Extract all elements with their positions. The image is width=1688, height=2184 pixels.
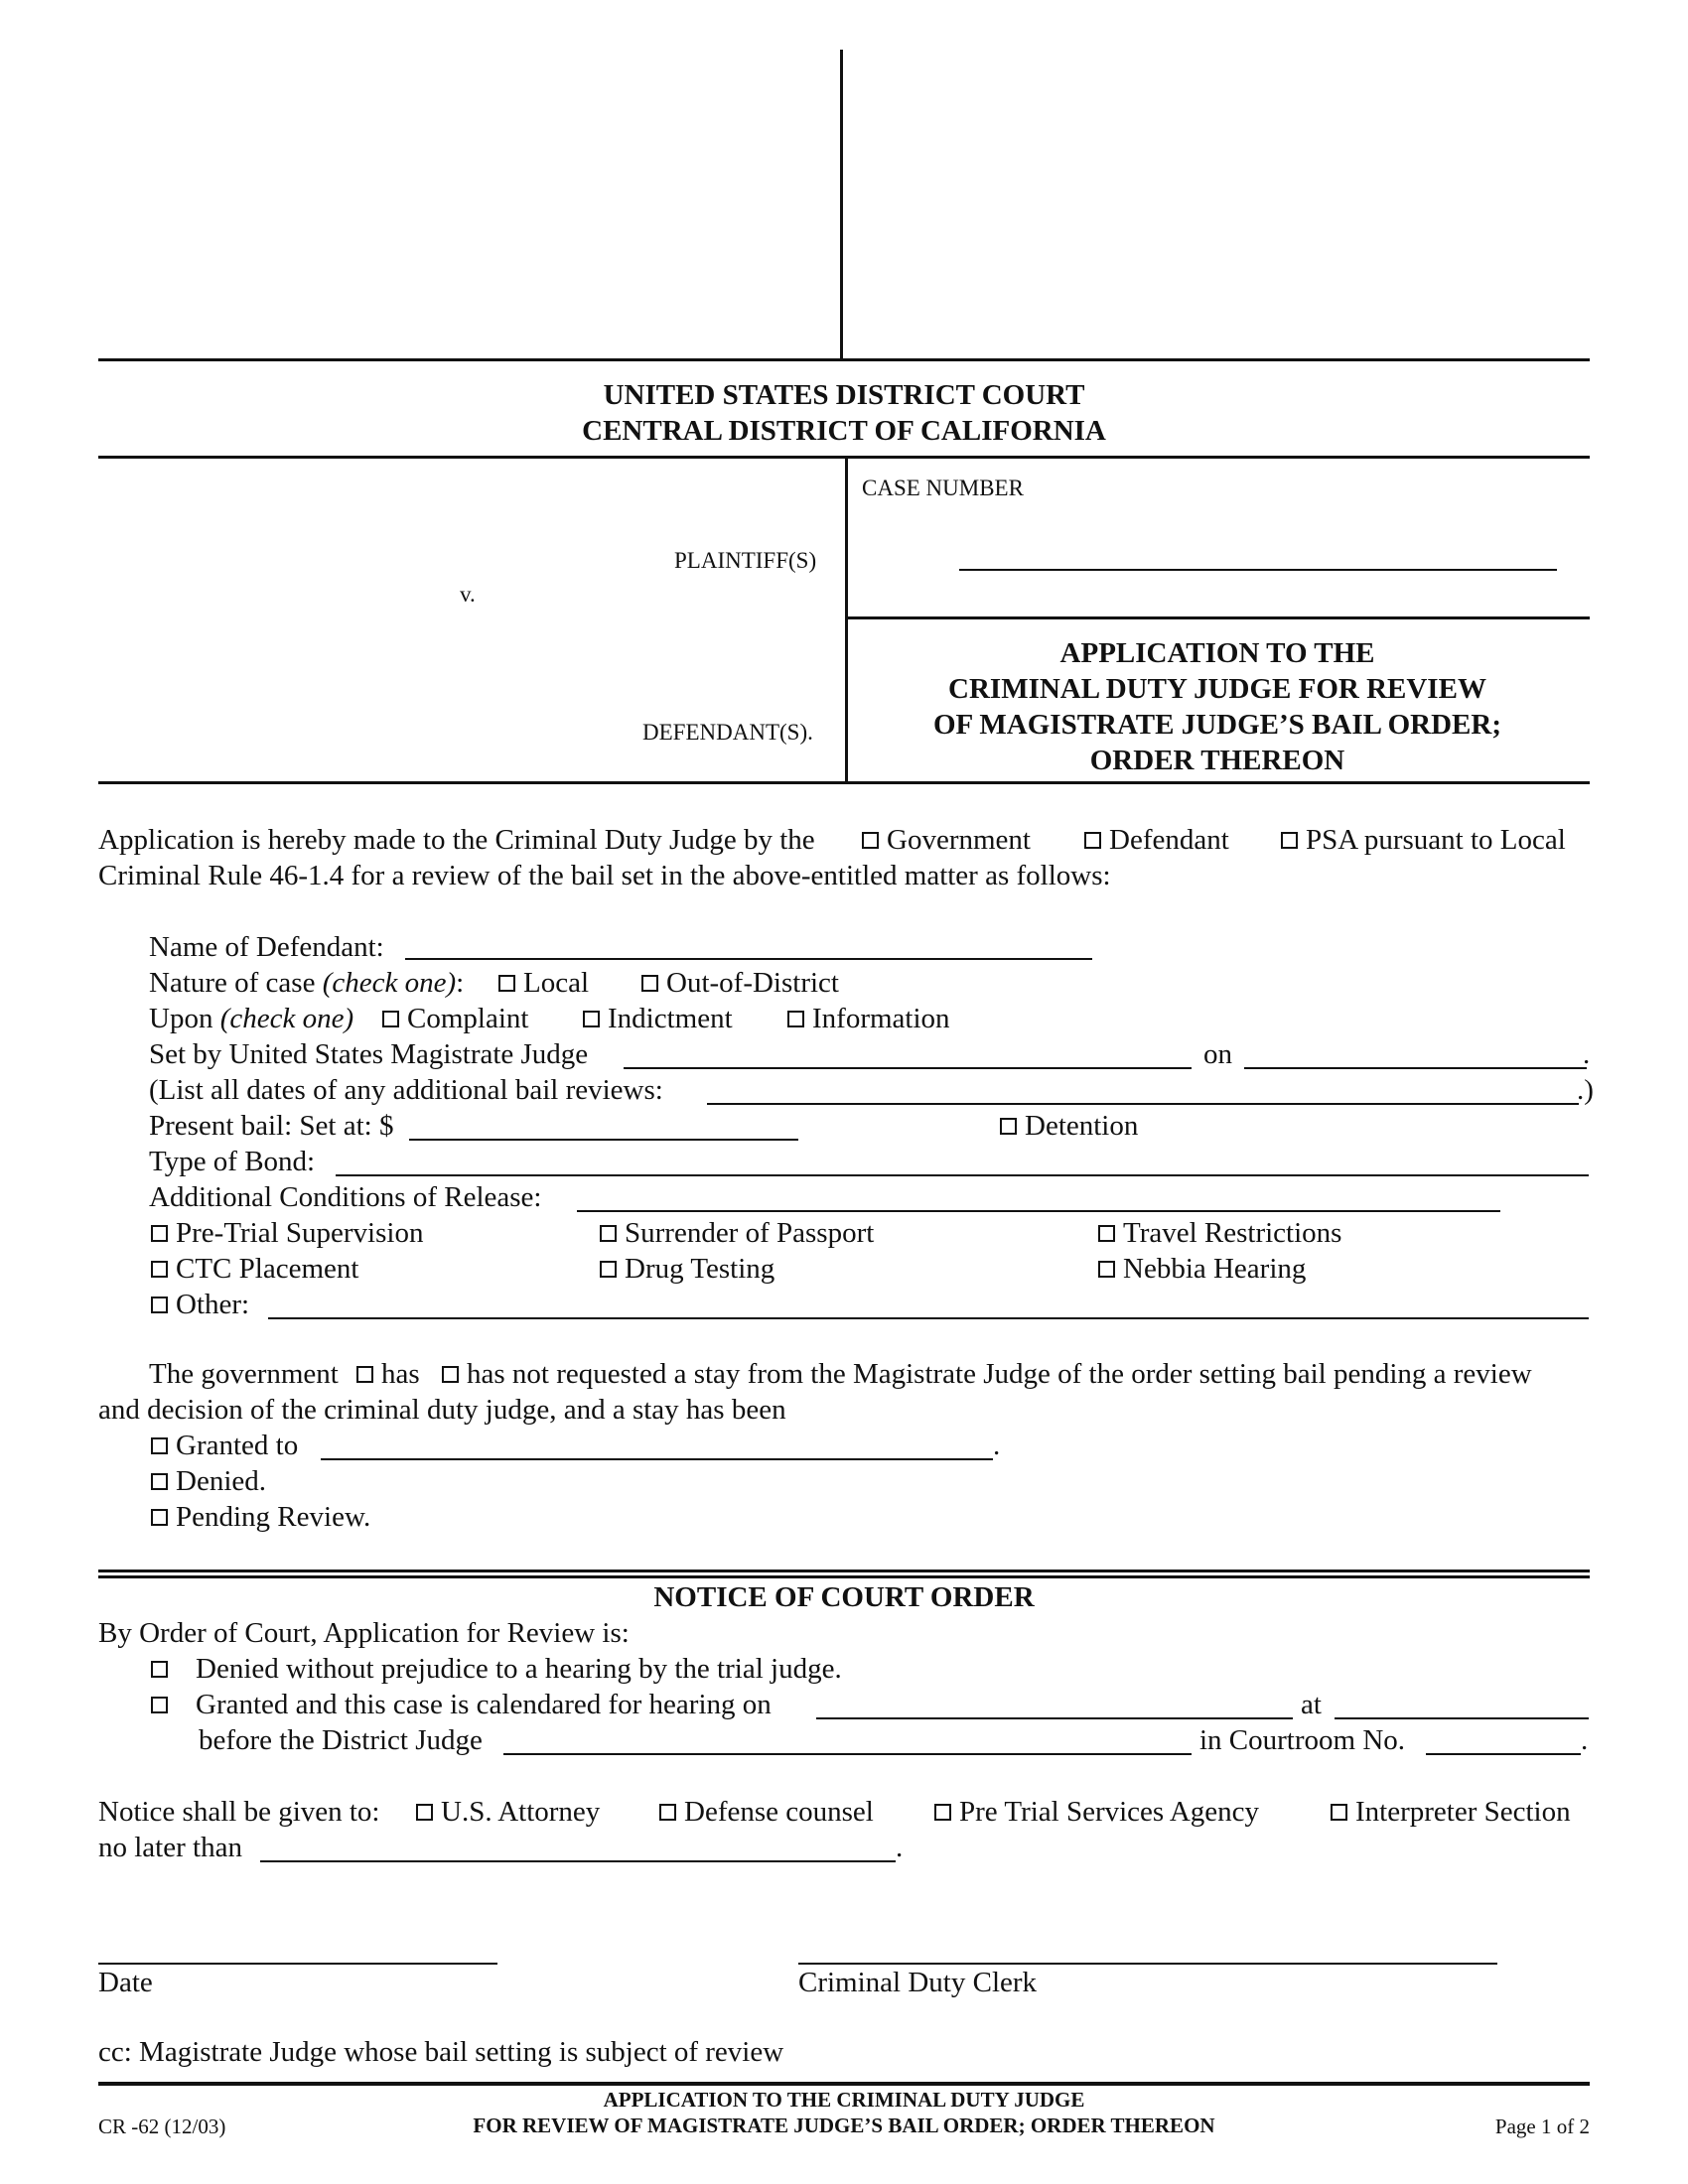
additional-reviews-field[interactable] bbox=[707, 1103, 1579, 1105]
upon-label: Upon (check one) bbox=[149, 1003, 354, 1034]
no-later-than-label: no later than bbox=[98, 1832, 242, 1863]
notice-double-rule-top bbox=[98, 1570, 1590, 1572]
condition-drug-testing[interactable]: Drug Testing bbox=[600, 1252, 774, 1286]
plaintiff-label: PLAINTIFF(S) bbox=[674, 548, 817, 573]
psa-checkbox[interactable] bbox=[1281, 832, 1298, 849]
condition-nebbia-hearing[interactable]: Nebbia Hearing bbox=[1098, 1252, 1306, 1286]
defendant-checkbox[interactable] bbox=[1084, 832, 1101, 849]
condition-pre-trial-supervision[interactable]: Pre-Trial Supervision bbox=[151, 1216, 423, 1250]
footer-title-line2: FOR REVIEW OF MAGISTRATE JUDGE’S BAIL ORDER; ORDER THEREON bbox=[473, 2114, 1215, 2137]
hearing-date-field[interactable] bbox=[816, 1717, 1293, 1719]
detention-option[interactable]: Detention bbox=[1000, 1109, 1138, 1143]
travel-restrictions-checkbox[interactable] bbox=[1098, 1225, 1115, 1242]
nature-out-of-district-option[interactable]: Out-of-District bbox=[641, 966, 839, 1000]
court-name-line1: UNITED STATES DISTRICT COURT bbox=[603, 379, 1085, 411]
nebbia-hearing-checkbox[interactable] bbox=[1098, 1261, 1115, 1278]
granted-to-field[interactable] bbox=[321, 1458, 993, 1460]
nature-of-case-label: Nature of case (check one): bbox=[149, 967, 465, 999]
other-condition-field[interactable] bbox=[268, 1317, 1589, 1319]
set-by-label: Set by United States Magistrate Judge bbox=[149, 1038, 589, 1070]
government-checkbox[interactable] bbox=[862, 832, 879, 849]
court-name-line2: CENTRAL DISTRICT OF CALIFORNIA bbox=[582, 415, 1106, 447]
nature-local-option[interactable]: Local bbox=[498, 966, 589, 1000]
type-of-bond-label: Type of Bond: bbox=[149, 1146, 316, 1177]
granted-checkbox[interactable] bbox=[151, 1437, 168, 1454]
form-title-line4: ORDER THEREON bbox=[1089, 745, 1345, 776]
local-checkbox[interactable] bbox=[498, 975, 515, 992]
case-number-label: CASE NUMBER bbox=[862, 476, 1024, 500]
no-later-than-field[interactable] bbox=[260, 1860, 896, 1862]
notice-defense-counsel-option[interactable]: Defense counsel bbox=[659, 1795, 874, 1829]
application-intro: Application is hereby made to the Criminal Duty Judge by the bbox=[98, 824, 815, 856]
no-later-than-period: . bbox=[896, 1832, 904, 1863]
complaint-checkbox[interactable] bbox=[382, 1011, 399, 1027]
courtroom-number-field[interactable] bbox=[1426, 1753, 1581, 1755]
caption-rule-bottom bbox=[98, 781, 1590, 784]
additional-conditions-field[interactable] bbox=[577, 1210, 1500, 1212]
header-rule-top bbox=[98, 358, 1590, 361]
defendant-label: DEFENDANT(S). bbox=[642, 720, 813, 745]
pre-trial-supervision-checkbox[interactable] bbox=[151, 1225, 168, 1242]
bail-amount-field[interactable] bbox=[409, 1139, 798, 1141]
set-date-period: . bbox=[1583, 1038, 1591, 1070]
order-granted-option[interactable]: Granted and this case is calendared for hearing on bbox=[151, 1688, 772, 1721]
upon-information-option[interactable]: Information bbox=[787, 1002, 950, 1035]
date-signature-line[interactable] bbox=[98, 1963, 497, 1965]
stay-has-not-option[interactable]: has not requested a stay from the Magistrate Judge of the order setting bail pending a review bbox=[442, 1357, 1532, 1391]
footer-rule bbox=[98, 2082, 1590, 2086]
notice-double-rule-bottom bbox=[98, 1575, 1590, 1578]
condition-ctc-placement[interactable]: CTC Placement bbox=[151, 1252, 358, 1286]
clerk-signature-line[interactable] bbox=[798, 1963, 1497, 1965]
us-attorney-checkbox[interactable] bbox=[416, 1804, 433, 1821]
ctc-placement-checkbox[interactable] bbox=[151, 1261, 168, 1278]
name-of-defendant-field[interactable] bbox=[405, 958, 1092, 960]
list-dates-label: (List all dates of any additional bail reviews: bbox=[149, 1074, 663, 1106]
date-label: Date bbox=[98, 1967, 153, 1998]
courtroom-label: in Courtroom No. bbox=[1199, 1724, 1406, 1756]
additional-conditions-label: Additional Conditions of Release: bbox=[149, 1181, 542, 1213]
notice-heading: NOTICE OF COURT ORDER bbox=[653, 1581, 1035, 1613]
stay-gov-label: The government bbox=[149, 1358, 339, 1390]
detention-checkbox[interactable] bbox=[1000, 1118, 1017, 1135]
out-of-district-checkbox[interactable] bbox=[641, 975, 658, 992]
form-title-line3: OF MAGISTRATE JUDGE’S BAIL ORDER; bbox=[932, 709, 1501, 741]
option-government[interactable]: Government bbox=[862, 823, 1031, 857]
stay-pending-option[interactable]: Pending Review. bbox=[151, 1500, 370, 1534]
indictment-checkbox[interactable] bbox=[583, 1011, 600, 1027]
order-granted-checkbox[interactable] bbox=[151, 1697, 168, 1713]
option-defendant[interactable]: Defendant bbox=[1084, 823, 1229, 857]
pending-review-checkbox[interactable] bbox=[151, 1509, 168, 1526]
stay-has-option[interactable]: has bbox=[356, 1357, 420, 1391]
upon-complaint-option[interactable]: Complaint bbox=[382, 1002, 528, 1035]
by-order-label: By Order of Court, Application for Review is: bbox=[98, 1617, 630, 1649]
condition-other[interactable]: Other: bbox=[151, 1288, 249, 1321]
present-bail-label: Present bail: Set at: $ bbox=[149, 1110, 394, 1142]
other-checkbox[interactable] bbox=[151, 1297, 168, 1313]
pretrial-services-checkbox[interactable] bbox=[934, 1804, 951, 1821]
form-title-line1: APPLICATION TO THE bbox=[1059, 637, 1375, 669]
magistrate-judge-field[interactable] bbox=[624, 1067, 1192, 1069]
information-checkbox[interactable] bbox=[787, 1011, 804, 1027]
denied-checkbox[interactable] bbox=[151, 1473, 168, 1490]
option-psa[interactable]: PSA pursuant to Local bbox=[1281, 823, 1566, 857]
hearing-time-field[interactable] bbox=[1335, 1717, 1589, 1719]
application-intro-line2: Criminal Rule 46-1.4 for a review of the bail set in the above-entitled matter as follows: bbox=[98, 860, 1111, 891]
form-title-line2: CRIMINAL DUTY JUDGE FOR REVIEW bbox=[948, 673, 1486, 705]
condition-surrender-passport[interactable]: Surrender of Passport bbox=[600, 1216, 874, 1250]
cc-note: cc: Magistrate Judge whose bail setting is subject of review bbox=[98, 2036, 784, 2068]
name-of-defendant-label: Name of Defendant: bbox=[149, 931, 384, 963]
versus-label: v. bbox=[460, 582, 476, 607]
district-judge-field[interactable] bbox=[503, 1753, 1192, 1755]
criminal-duty-clerk-label: Criminal Duty Clerk bbox=[798, 1967, 1038, 1998]
stay-denied-option[interactable]: Denied. bbox=[151, 1464, 266, 1498]
condition-travel-restrictions[interactable]: Travel Restrictions bbox=[1098, 1216, 1341, 1250]
header-rule-middle bbox=[98, 456, 1590, 459]
has-not-checkbox[interactable] bbox=[442, 1366, 459, 1383]
before-judge-label: before the District Judge bbox=[199, 1724, 483, 1756]
stay-granted-option[interactable]: Granted to bbox=[151, 1429, 298, 1462]
notice-interpreter-option[interactable]: Interpreter Section bbox=[1331, 1795, 1571, 1829]
has-checkbox[interactable] bbox=[356, 1366, 373, 1383]
on-label: on bbox=[1203, 1038, 1232, 1070]
case-number-field[interactable] bbox=[959, 569, 1557, 571]
footer-form-id: CR -62 (12/03) bbox=[98, 2115, 226, 2138]
notice-us-attorney-option[interactable]: U.S. Attorney bbox=[416, 1795, 600, 1829]
set-date-field[interactable] bbox=[1244, 1067, 1587, 1069]
surrender-passport-checkbox[interactable] bbox=[600, 1225, 617, 1242]
upon-indictment-option[interactable]: Indictment bbox=[583, 1002, 733, 1035]
list-dates-close: .) bbox=[1577, 1074, 1594, 1106]
order-denied-checkbox[interactable] bbox=[151, 1661, 168, 1678]
notice-pretrial-services-option[interactable]: Pre Trial Services Agency bbox=[934, 1795, 1259, 1829]
granted-to-period: . bbox=[993, 1430, 1001, 1461]
interpreter-section-checkbox[interactable] bbox=[1331, 1804, 1347, 1821]
stay-line2: and decision of the criminal duty judge, and a stay has been bbox=[98, 1394, 786, 1426]
hearing-at-label: at bbox=[1301, 1689, 1322, 1720]
footer-title-line1: APPLICATION TO THE CRIMINAL DUTY JUDGE bbox=[603, 2088, 1085, 2112]
case-number-box-rule bbox=[845, 616, 1590, 619]
courtroom-period: . bbox=[1581, 1724, 1589, 1756]
order-denied-option[interactable]: Denied without prejudice to a hearing by the trial judge. bbox=[151, 1652, 842, 1686]
type-of-bond-field[interactable] bbox=[336, 1174, 1589, 1176]
defense-counsel-checkbox[interactable] bbox=[659, 1804, 676, 1821]
top-center-divider bbox=[840, 50, 843, 359]
footer-page-number: Page 1 of 2 bbox=[1494, 2115, 1590, 2138]
notice-given-to-label: Notice shall be given to: bbox=[98, 1796, 380, 1828]
drug-testing-checkbox[interactable] bbox=[600, 1261, 617, 1278]
